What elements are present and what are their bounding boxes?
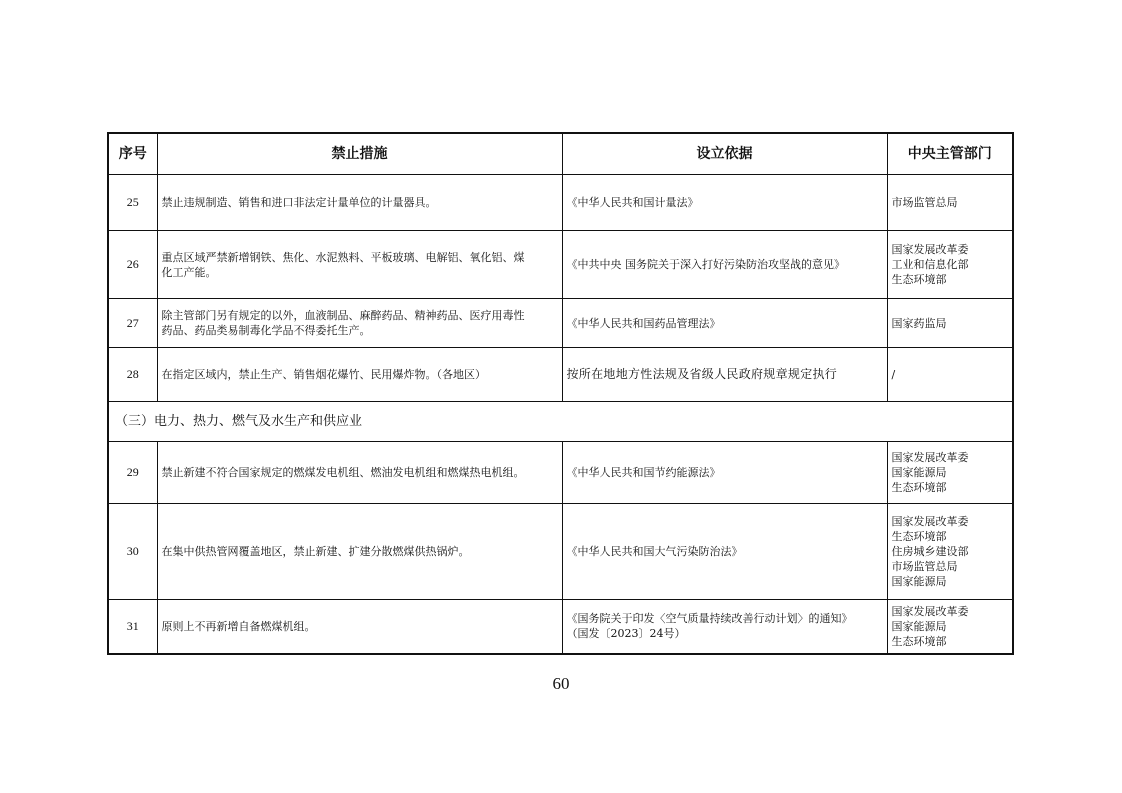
dept-cell — [887, 299, 1013, 348]
measure-text: 原则上不再新增自备燃煤机组。 — [161, 619, 316, 633]
row-number: 27 — [108, 299, 157, 348]
table-row — [108, 348, 1013, 402]
basis-text: 《中华人民共和国计量法》 — [566, 196, 699, 209]
basis-cell — [562, 442, 887, 504]
row-number: 25 — [108, 175, 157, 231]
basis-cell — [562, 299, 887, 348]
dept-cell — [887, 175, 1013, 231]
measures-table — [107, 132, 1014, 655]
dept-text: 市场监管总局 — [891, 196, 958, 209]
page-number: 60 — [552, 674, 570, 693]
dept-text: 国家能源局 — [891, 619, 947, 633]
dept-cell — [887, 348, 1013, 402]
dept-cell — [887, 231, 1013, 299]
table-row — [108, 299, 1013, 348]
dept-text: 生态环境部 — [891, 481, 947, 494]
dept-cell — [887, 600, 1013, 654]
basis-text: （国发〔2023〕24号） — [566, 627, 686, 641]
dept-cell — [887, 504, 1013, 600]
measure-text: 禁止违规制造、销售和进口非法定计量单位的计量器具。 — [161, 196, 437, 209]
basis-text: 《中华人民共和国节约能源法》 — [566, 466, 721, 479]
row-number: 26 — [108, 231, 157, 299]
dept-text: 住房城乡建设部 — [891, 545, 969, 558]
basis-cell — [562, 175, 887, 231]
measure-text: 在集中供热管网覆盖地区，禁止新建、扩建分散燃煤供热锅炉。 — [161, 545, 470, 558]
dept-text: 生态环境部 — [891, 530, 947, 543]
dept-text: / — [891, 368, 896, 381]
measure-text: 除主管部门另有规定的以外，血液制品、麻醉药品、精神药品、医疗用毒性 — [161, 309, 525, 322]
measure-cell — [157, 175, 562, 231]
dept-text: 国家发展改革委 — [891, 604, 969, 618]
dept-text: 国家能源局 — [891, 575, 947, 588]
measure-text: 化工产能。 — [161, 265, 217, 279]
header-basis: 设立依据 — [562, 133, 887, 175]
row-number: 28 — [108, 348, 157, 402]
dept-text: 国家发展改革委 — [891, 451, 969, 464]
measure-cell — [157, 442, 562, 504]
basis-text: 《中共中央 国务院关于深入打好污染防治攻坚战的意见》 — [566, 258, 845, 271]
dept-text: 国家药监局 — [891, 316, 947, 330]
table-row — [108, 442, 1013, 504]
dept-text: 国家发展改革委 — [891, 243, 969, 256]
dept-cell — [887, 442, 1013, 504]
dept-text: 市场监管总局 — [891, 560, 958, 573]
basis-cell — [562, 600, 887, 654]
basis-cell — [562, 504, 887, 600]
basis-cell — [562, 348, 887, 402]
measure-cell — [157, 231, 562, 299]
header-no: 序号 — [108, 133, 157, 175]
row-number: 29 — [108, 442, 157, 504]
basis-cell — [562, 231, 887, 299]
section-heading: （三）电力、热力、燃气及水生产和供应业 — [108, 402, 1013, 442]
basis-text: 《中华人民共和国药品管理法》 — [566, 316, 721, 330]
basis-text: 按所在地地方性法规及省级人民政府规章规定执行 — [566, 367, 838, 381]
row-number: 30 — [108, 504, 157, 600]
measure-text: 药品、药品类易制毒化学品不得委托生产。 — [161, 324, 371, 337]
table-header-row — [108, 133, 1013, 175]
measure-text: 重点区域严禁新增钢铁、焦化、水泥熟料、平板玻璃、电解铝、氧化铝、煤 — [161, 250, 525, 264]
table-row — [108, 504, 1013, 600]
basis-text: 《中华人民共和国大气污染防治法》 — [566, 545, 743, 558]
measure-text: 禁止新建不符合国家规定的燃煤发电机组、燃油发电机组和燃煤热电机组。 — [161, 466, 525, 479]
row-number: 31 — [108, 600, 157, 654]
table-row — [108, 175, 1013, 231]
table-row — [108, 600, 1013, 654]
dept-text: 国家发展改革委 — [891, 515, 969, 528]
dept-text: 国家能源局 — [891, 466, 947, 479]
table-row — [108, 231, 1013, 299]
measure-cell — [157, 600, 562, 654]
measure-cell — [157, 299, 562, 348]
header-measure: 禁止措施 — [157, 133, 562, 175]
section-row — [108, 402, 1013, 442]
dept-text: 生态环境部 — [891, 273, 947, 286]
measure-cell — [157, 348, 562, 402]
basis-text: 《国务院关于印发〈空气质量持续改善行动计划〉的通知》 — [566, 612, 853, 626]
dept-text: 工业和信息化部 — [891, 258, 969, 271]
measure-cell — [157, 504, 562, 600]
dept-text: 生态环境部 — [891, 634, 947, 648]
header-dept: 中央主管部门 — [887, 133, 1013, 175]
measure-text: 在指定区域内，禁止生产、销售烟花爆竹、民用爆炸物。（各地区） — [161, 368, 486, 381]
